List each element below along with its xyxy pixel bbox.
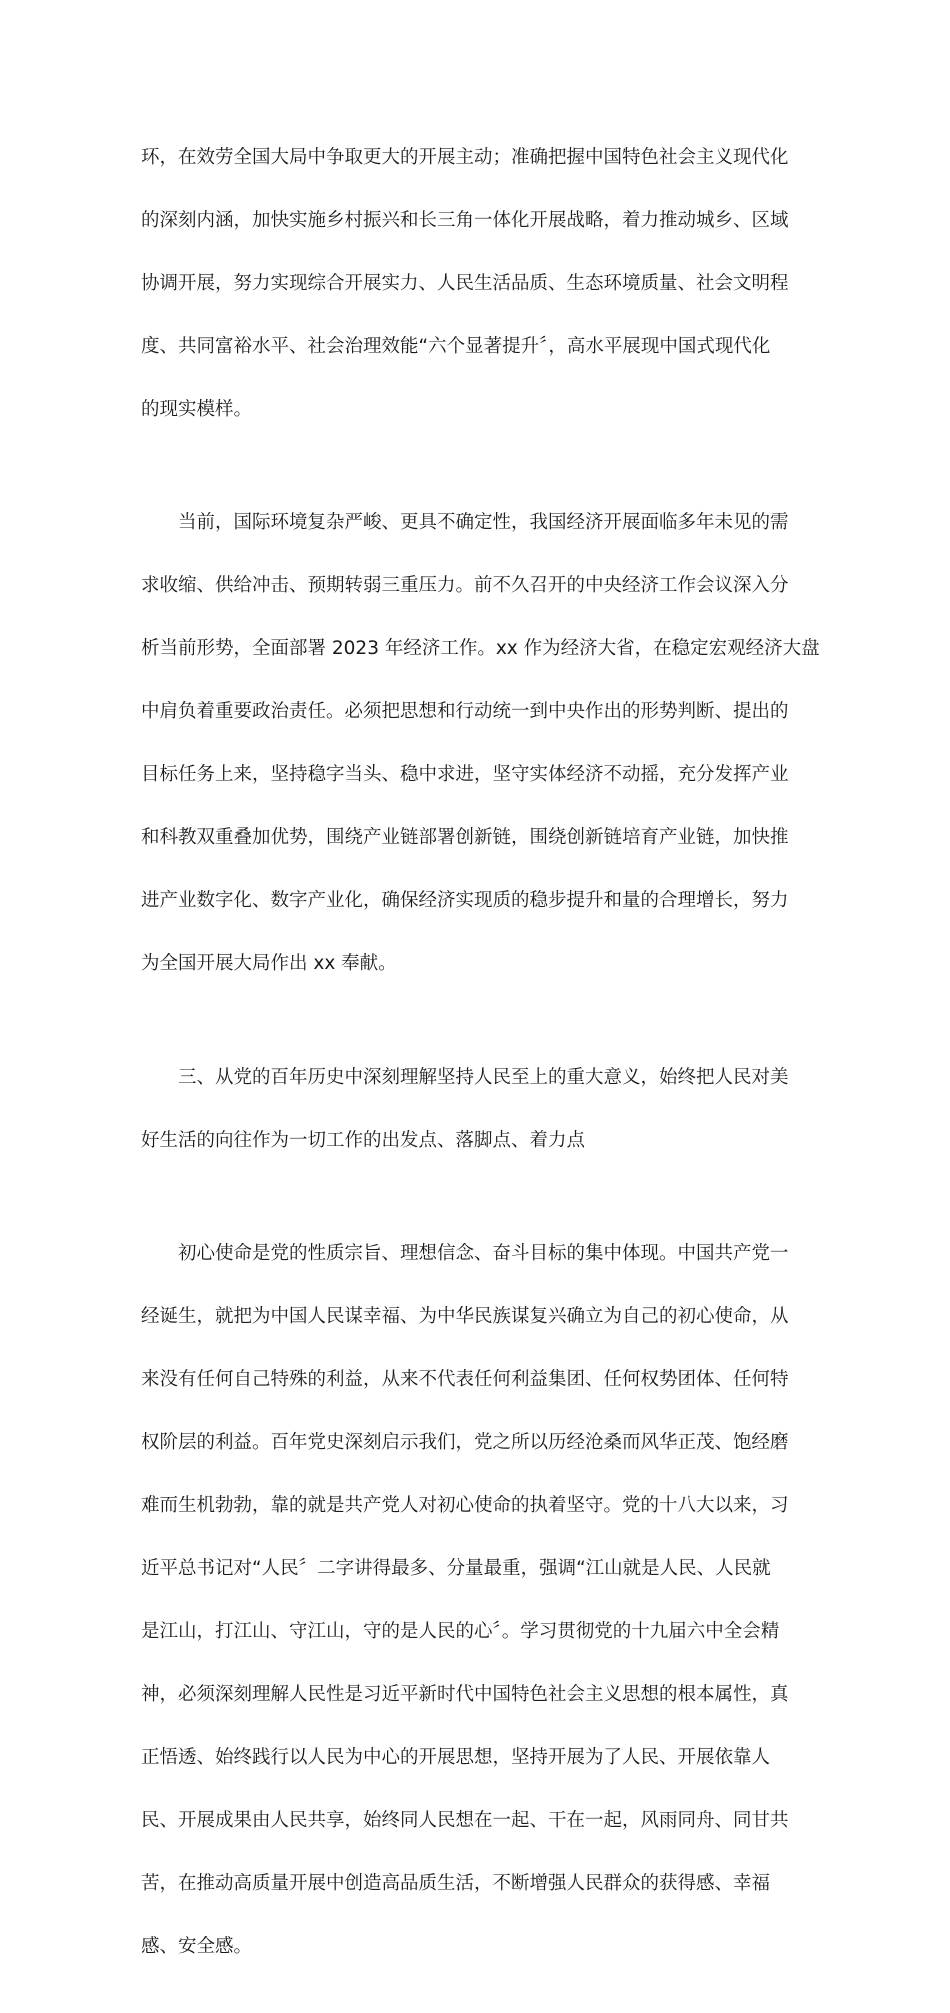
text-line: 和科教双重叠加优势，围绕产业链部署创新链，围绕创新链培育产业链，加快推 xyxy=(141,827,789,848)
text-line: 中肩负着重要政治责任。必须把思想和行动统一到中央作出的形势判断、提出的 xyxy=(141,701,789,722)
text-line: 近平总书记对“人民〞二字讲得最多、分量最重，强调“江山就是人民、人民就 xyxy=(141,1558,771,1579)
section-heading-3 xyxy=(141,1030,809,1188)
document-body xyxy=(141,110,820,2013)
text-line: 经诞生，就把为中国人民谋幸福、为中华民族谋复兴确立为自己的初心使命，从 xyxy=(141,1306,789,1327)
text-line: 目标任务上来，坚持稳字当头、稳中求进，坚守实体经济不动摇，充分发挥产业 xyxy=(141,764,789,785)
text-line: 权阶层的利益。百年党史深刻启示我们，党之所以历经沧桑而风华正茂、饱经磨 xyxy=(141,1432,789,1453)
text-line: 为全国开展大局作出 xx 奉献。 xyxy=(141,953,397,974)
text-line: 度、共同富裕水平、社会治理效能“六个显著提升〞，高水平展现中国式现代化 xyxy=(141,335,771,357)
text-line: 来没有任何自己特殊的利益，从来不代表任何利益集团、任何权势团体、任何特 xyxy=(141,1369,789,1390)
paragraph-1 xyxy=(141,110,809,457)
text-line: 的深刻内涵，加快实施乡村振兴和长三角一体化开展战略，着力推动城乡、区域 xyxy=(141,209,789,231)
paragraph-2 xyxy=(141,476,820,1012)
text-line: 的现实模样。 xyxy=(141,398,253,420)
text-line: 环，在效劳全国大局中争取更大的开展主动；准确把握中国特色社会主义现代化 xyxy=(141,146,789,168)
text-line: 初心使命是党的性质宗旨、理想信念、奋斗目标的集中体现。中国共产党一 xyxy=(178,1243,789,1264)
text-line: 好生活的向往作为一切工作的出发点、落脚点、着力点 xyxy=(141,1129,586,1151)
text-line: 神，必须深刻理解人民性是习近平新时代中国特色社会主义思想的根本属性，真 xyxy=(141,1684,789,1705)
text-line: 进产业数字化、数字产业化，确保经济实现质的稳步提升和量的合理增长，努力 xyxy=(141,890,789,911)
text-line: 苦，在推动高质量开展中创造高品质生活，不断增强人民群众的获得感、幸福 xyxy=(141,1873,771,1894)
text-line: 求收缩、供给冲击、预期转弱三重压力。前不久召开的中央经济工作会议深入分 xyxy=(141,575,789,596)
text-line: 协调开展，努力实现综合开展实力、人民生活品质、生态环境质量、社会文明程 xyxy=(141,272,789,294)
text-line: 三、从党的百年历史中深刻理解坚持人民至上的重大意义，始终把人民对美 xyxy=(178,1066,789,1088)
text-line: 当前，国际环境复杂严峻、更具不确定性，我国经济开展面临多年未见的需 xyxy=(178,512,789,533)
text-line: 析当前形势，全面部署 2023 年经济工作。xx 作为经济大省，在稳定宏观经济大盘 xyxy=(141,638,820,659)
paragraph-4 xyxy=(141,1207,809,1995)
text-line: 是江山，打江山、守江山，守的是人民的心〞。学习贯彻党的十九届六中全会精 xyxy=(141,1621,780,1642)
text-line: 正悟透、始终践行以人民为中心的开展思想，坚持开展为了人民、开展依靠人 xyxy=(141,1747,771,1768)
text-line: 民、开展成果由人民共享，始终同人民想在一起、干在一起，风雨同舟、同甘共 xyxy=(141,1810,789,1831)
text-line: 感、安全感。 xyxy=(141,1936,253,1957)
text-line: 难而生机勃勃，靠的就是共产党人对初心使命的执着坚守。党的十八大以来，习 xyxy=(141,1495,789,1516)
